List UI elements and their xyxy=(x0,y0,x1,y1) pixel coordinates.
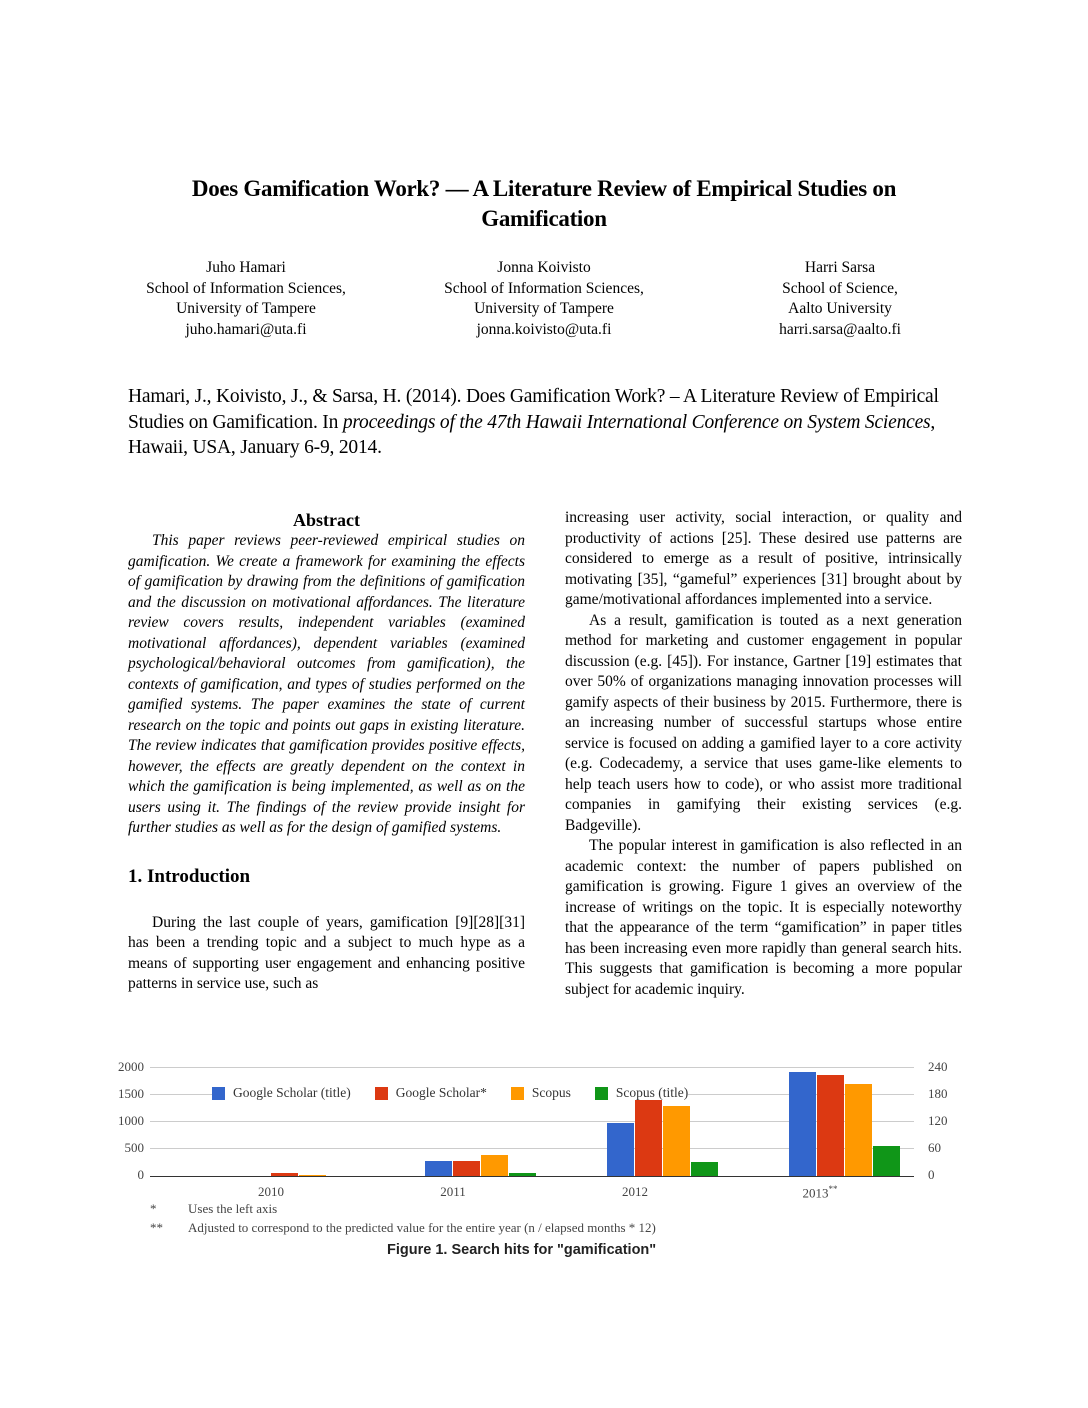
bar xyxy=(873,1146,900,1176)
figure-note xyxy=(150,1199,656,1218)
bar xyxy=(691,1162,718,1176)
author-2 xyxy=(428,258,660,340)
abstract-heading: Abstract xyxy=(293,510,360,530)
bar xyxy=(817,1075,844,1176)
bar xyxy=(299,1175,326,1176)
legend-item xyxy=(375,1085,487,1101)
figure-1-chart xyxy=(120,1058,980,1208)
paragraph: As a result, gamification is touted as a next generation method for marketing and customer engagement in popular discussion (e.g. [45]). For instance, Gartner [19] estimates that over 50% of organizations managing innovation processes will gamify aspects of their business by 2015. Furthermore, there is an increasing number of successful startups whose entire service is focused on adding a gamified layer to a core activity (e.g. Codecademy, a service that uses game-like elements to help teach users how to code), or who assist more traditional companies in gamifying their existing services (e.g. Badgeville). xyxy=(565,611,962,834)
right-axis-tick: 120 xyxy=(928,1113,948,1128)
citation xyxy=(128,384,958,461)
author-email[interactable]: harri.sarsa@aalto.fi xyxy=(779,320,901,338)
x-axis-label: 2012 xyxy=(622,1184,648,1199)
intro-paragraph: During the last couple of years, gamification [9][28][31] has been a trending topic and a subject to much hype as a means of supporting user engagement and enhancing positive patterns in service use, such as xyxy=(128,913,525,992)
left-axis-tick: 0 xyxy=(137,1167,144,1182)
abstract-text: This paper reviews peer-reviewed empirical studies on gamification. We create a framework for examining the effects of gamification by drawing from the definitions of gamification and the discussion on motivational affordances. The literature review covers results, independent variables (examined motivational affordances), dependent variables (examined psychological/behavioral outcomes from gamification), the contexts of gamification, and types of studies performed on the gamified systems. The paper examines the state of current research on the topic and points out gaps in existing literature. The review indicates that gamification provides positive effects, however, the effects are greatly dependent on the context in which the gamification is being implemented, as well as on the users using it. The findings of the review provide insight for further studies as well as for the design of gamified systems. xyxy=(128,532,525,836)
author-dept: School of Information Sciences, xyxy=(146,279,346,297)
author-dept: School of Information Sciences, xyxy=(444,279,644,297)
author-1 xyxy=(130,258,362,340)
note-mark: * xyxy=(150,1201,157,1216)
note-mark: ** xyxy=(150,1220,163,1235)
author-name: Juho Hamari xyxy=(206,259,286,276)
bar xyxy=(607,1123,634,1176)
paragraph-continued: increasing user activity, social interaction, or quality and productivity of actions [25]. These desired use patterns are considered to emerge as a result of positive, intrinsically motivating [35], “gameful” experiences [31] brought about by game/motivational affordances implemented into a service. xyxy=(565,509,962,608)
paper-title xyxy=(100,174,988,234)
author-dept: School of Science, xyxy=(782,279,898,297)
left-axis-tick: 1500 xyxy=(118,1086,144,1101)
legend-item xyxy=(511,1085,571,1101)
intro-heading: 1. Introduction xyxy=(128,865,251,887)
legend-label: Scopus xyxy=(531,1085,571,1100)
legend-swatch-icon xyxy=(212,1087,225,1100)
left-axis-tick: 500 xyxy=(124,1140,144,1155)
note-text: Adjusted to correspond to the predicted value for the entire year (n / elapsed months * 12) xyxy=(188,1220,656,1235)
bar xyxy=(635,1100,662,1176)
chart-plot-area xyxy=(118,1059,948,1182)
author-univ: Aalto University xyxy=(788,300,892,317)
legend-swatch-icon xyxy=(511,1087,524,1100)
title-line-2: Gamification xyxy=(481,206,607,231)
right-column xyxy=(565,508,962,1000)
footnote-marker: ** xyxy=(828,1184,838,1194)
gridline xyxy=(150,1067,914,1068)
right-axis-tick: 180 xyxy=(928,1086,948,1101)
paragraph: The popular interest in gamification is also reflected in an academic context: the number of papers published on gamification is growing. Figure 1 gives an overview of the increase of writings on the topic. It is especially noteworthy that the appearance of the term “gamification” in paper titles has been increasing even more rapidly than general search hits. This suggests that gamification is becoming a more popular subject for academic inquiry. xyxy=(565,837,962,998)
bar xyxy=(453,1161,480,1176)
left-column xyxy=(128,508,525,995)
citation-text-end: , Hawaii, USA, January 6-9, 2014. xyxy=(128,411,936,458)
bar xyxy=(663,1106,690,1176)
legend-label: Google Scholar (title) xyxy=(233,1085,351,1100)
citation-text: Hamari, J., Koivisto, J., & Sarsa, H. (2014). Does Gamification Work? – A Literature Review of Empirical Studies on Gamification. In xyxy=(128,386,939,433)
author-name: Jonna Koivisto xyxy=(497,259,591,276)
left-axis-tick: 2000 xyxy=(118,1059,144,1074)
figure-caption: Figure 1. Search hits for "gamification" xyxy=(387,1242,657,1258)
legend-label: Scopus (title) xyxy=(615,1085,689,1100)
x-axis-label: 2010 xyxy=(258,1184,284,1199)
legend-swatch-icon xyxy=(375,1087,388,1100)
bar xyxy=(271,1173,298,1176)
x-axis-label: 2011 xyxy=(440,1184,466,1199)
x-axis-baseline xyxy=(150,1176,914,1177)
title-line-1: Does Gamification Work? — A Literature Review of Empirical Studies on xyxy=(191,176,897,201)
author-univ: University of Tampere xyxy=(474,300,614,317)
note-text: Uses the left axis xyxy=(188,1201,278,1216)
x-axis-label-year: 2013 xyxy=(802,1185,829,1201)
figure-notes xyxy=(150,1199,656,1237)
bar xyxy=(789,1072,816,1176)
right-axis-tick: 60 xyxy=(928,1140,941,1155)
right-axis-tick: 240 xyxy=(928,1059,948,1074)
author-email[interactable]: jonna.koivisto@uta.fi xyxy=(476,320,612,338)
figure-note xyxy=(150,1218,656,1237)
left-axis-tick: 1000 xyxy=(118,1113,144,1128)
legend-item xyxy=(212,1085,351,1101)
legend-item xyxy=(595,1085,688,1101)
citation-venue: proceedings of the 47th Hawaii International Conference on System Sciences xyxy=(342,411,931,433)
chart-legend xyxy=(212,1085,688,1101)
right-axis-tick: 0 xyxy=(928,1167,935,1182)
author-univ: University of Tampere xyxy=(176,300,316,317)
author-email[interactable]: juho.hamari@uta.fi xyxy=(185,320,307,338)
author-3 xyxy=(765,258,915,340)
x-axis-label xyxy=(803,1184,838,1201)
bar xyxy=(481,1155,508,1176)
legend-label: Google Scholar* xyxy=(395,1085,487,1100)
author-name: Harri Sarsa xyxy=(804,259,876,276)
bar xyxy=(425,1161,452,1176)
legend-swatch-icon xyxy=(595,1087,608,1100)
bar xyxy=(845,1084,872,1176)
bar xyxy=(509,1173,536,1176)
